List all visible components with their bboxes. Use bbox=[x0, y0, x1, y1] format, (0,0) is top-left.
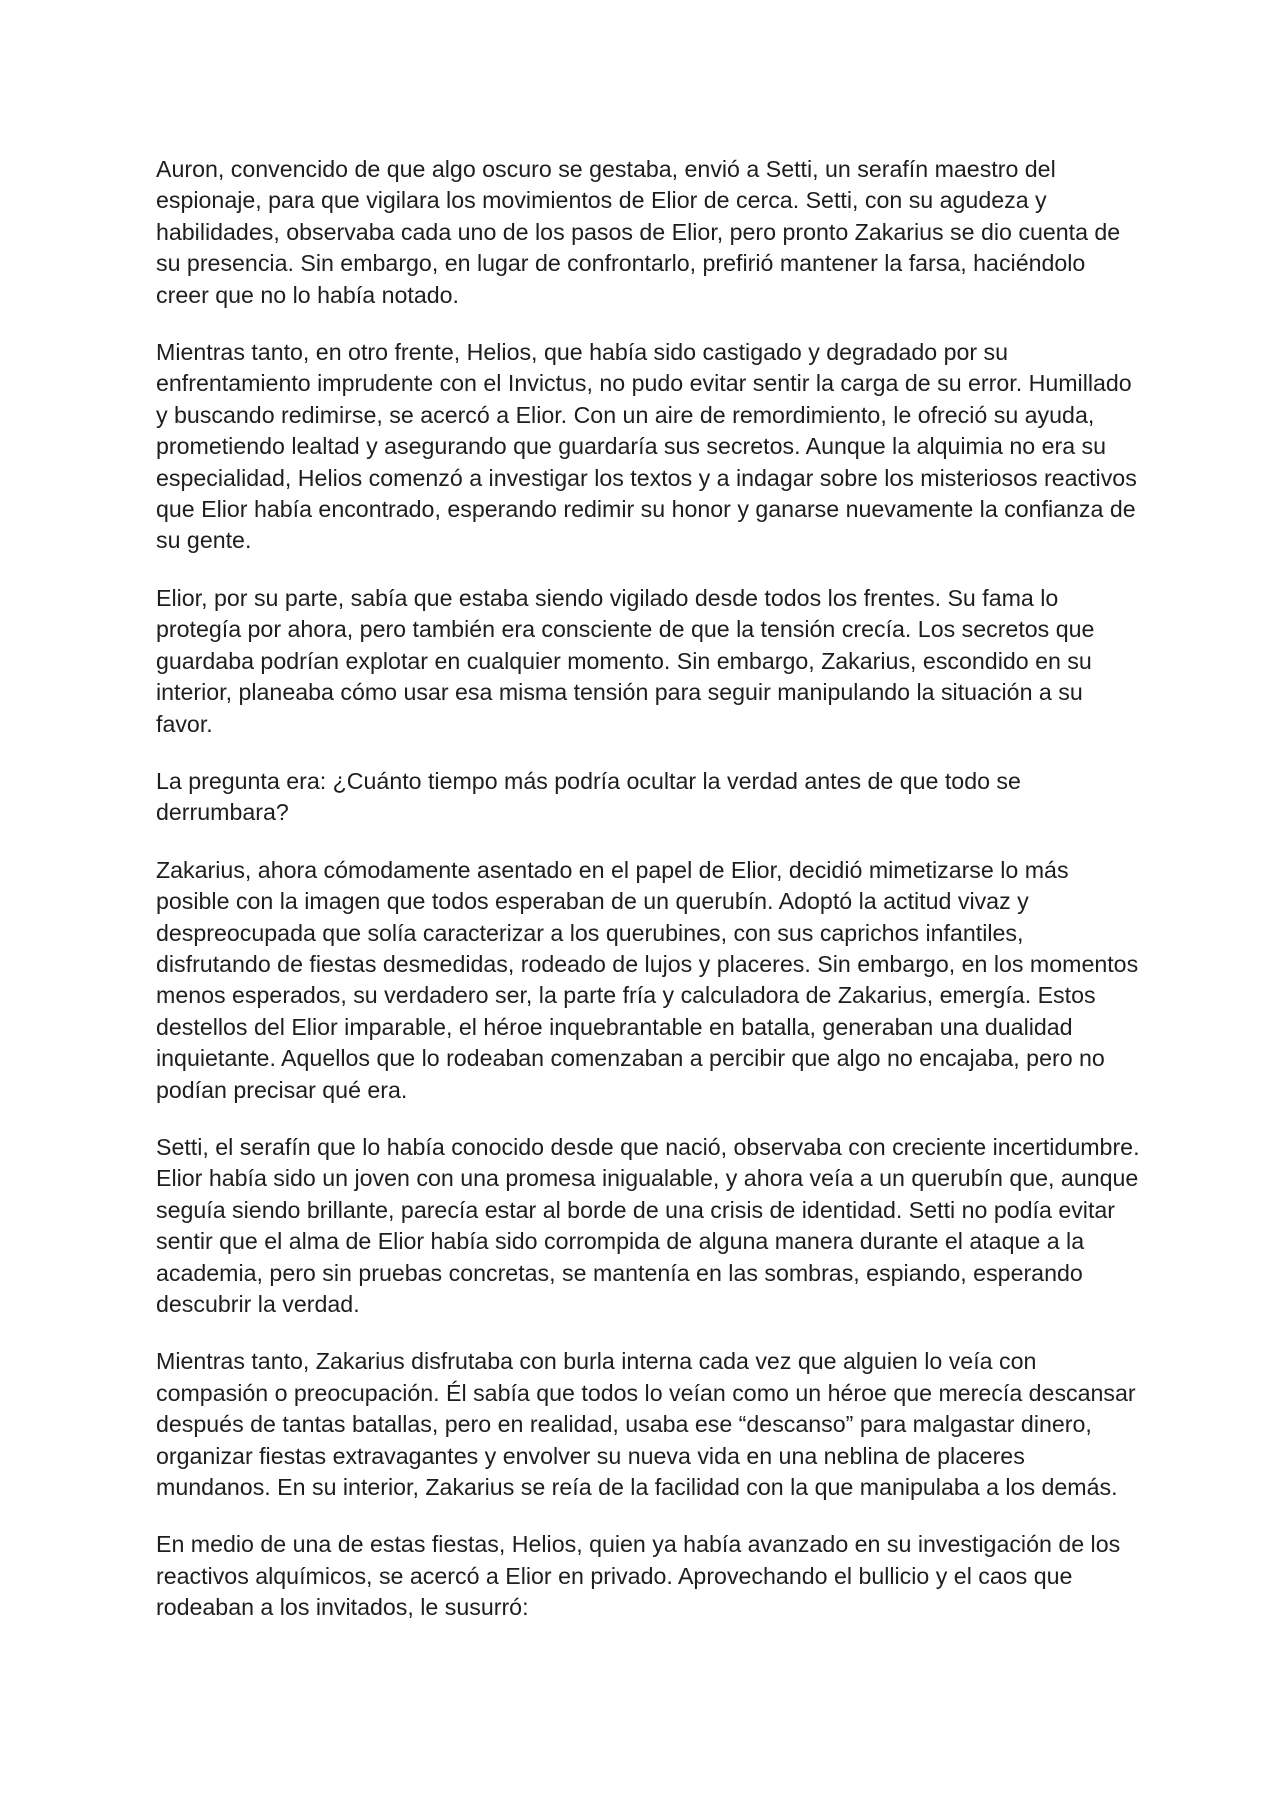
paragraph-4: La pregunta era: ¿Cuánto tiempo más podría ocultar la verdad antes de que todo se derrumbara? bbox=[156, 767, 1021, 826]
paragraph-3: Elior, por su parte, sabía que estaba siendo vigilado desde todos los frentes. Su fama lo protegía por ahora, pero también era consciente de que la tensión crecía. Los secretos que guardaba podrían explotar en cualquier momento. Sin embargo, Zakarius, escondido en su interior, planeaba cómo usar esa misma tensión para seguir manipulando la situación a su favor. bbox=[156, 584, 1095, 737]
paragraph-8: En medio de una de estas fiestas, Helios, quien ya había avanzado en su investigación de los reactivos alquímicos, se acercó a Elior en privado. Aprovechando el bullicio y el caos que rodeaban a los invitados, le susurró: bbox=[156, 1531, 1121, 1621]
paragraph-5: Zakarius, ahora cómodamente asentado en el papel de Elior, decidió mimetizarse lo más posible con la imagen que todos esperaban de un querubín. Adoptó la actitud vivaz y despreocupada que solía caracterizar a los querubines, con sus caprichos infantiles, disfrutando de fiestas desmedidas, rodeado de lujos y placeres. Sin embargo, en los momentos menos esperados, su verdadero ser, la parte fría y calculadora de Zakarius, emergía. Estos destellos del Elior imparable, el héroe inquebrantable en batalla, generaban una dualidad inquietante. Aquellos que lo rodeaban comenzaban a percibir que algo no encajaba, pero no podían precisar qué era. bbox=[156, 856, 1139, 1103]
paragraph-1: Auron, convencido de que algo oscuro se gestaba, envió a Setti, un serafín maestro del espionaje, para que vigilara los movimientos de Elior de cerca. Setti, con su agudeza y habilidades, observaba cada uno de los pasos de Elior, pero pronto Zakarius se dio cuenta de su presencia. Sin embargo, en lugar de confrontarlo, prefirió mantener la farsa, haciéndolo creer que no lo había notado. bbox=[156, 156, 1121, 308]
paragraph-7: Mientras tanto, Zakarius disfrutaba con burla interna cada vez que alguien lo veía con compasión o preocupación. Él sabía que todos lo veían como un héroe que merecía descansar después de tantas batallas, pero en realidad, usaba ese “descanso” para malgastar dinero, organizar fiestas extravagantes y envolver su nueva vida en una neblina de placeres mundanos. En su interior, Zakarius se reía de la facilidad con la que manipulaba a los demás. bbox=[156, 1348, 1136, 1501]
document-body bbox=[156, 154, 1141, 1650]
paragraph-6: Setti, el serafín que lo había conocido desde que nació, observaba con creciente incertidumbre. Elior había sido un joven con una promesa inigualable, y ahora veía a un querubín que, aunque seguía siendo brillante, parecía estar al borde de una crisis de identidad. Setti no podía evitar sentir que el alma de Elior había sido corrompida de alguna manera durante el ataque a la academia, pero sin pruebas concretas, se mantenía en las sombras, espiando, esperando descubrir la verdad. bbox=[156, 1133, 1140, 1317]
paragraph-2: Mientras tanto, en otro frente, Helios, que había sido castigado y degradado por su enfrentamiento imprudente con el Invictus, no pudo evitar sentir la carga de su error. Humillado y buscando redimirse, se acercó a Elior. Con un aire de remordimiento, le ofreció su ayuda, prometiendo lealtad y asegurando que guardaría sus secretos. Aunque la alquimia no era su especialidad, Helios comenzó a investigar los textos y a indagar sobre los misteriosos reactivos que Elior había encontrado, esperando redimir su honor y ganarse nuevamente la confianza de su gente. bbox=[156, 339, 1137, 554]
